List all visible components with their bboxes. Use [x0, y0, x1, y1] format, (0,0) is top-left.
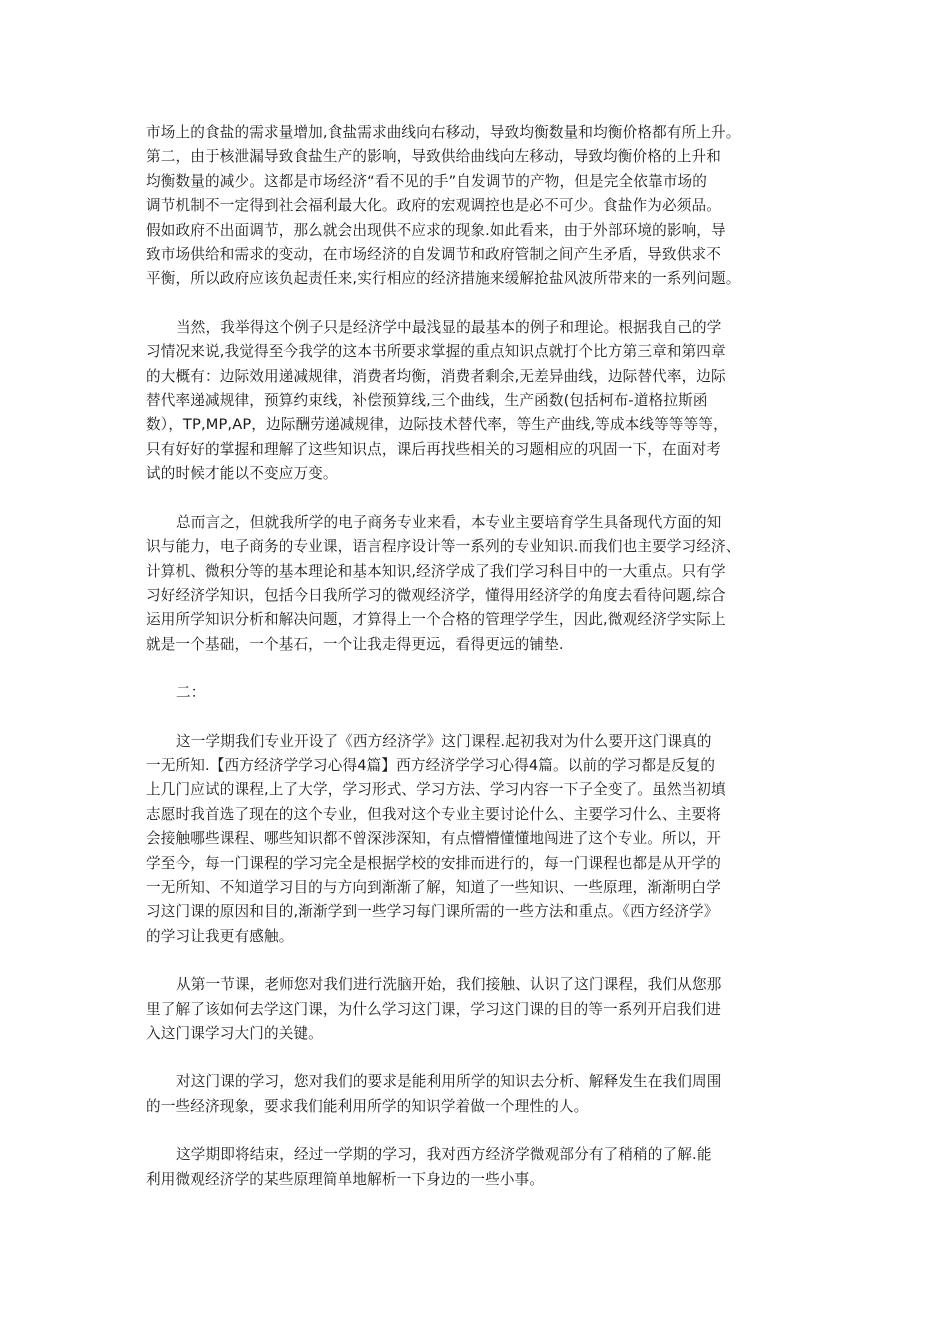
paragraph	[146, 681, 816, 705]
paragraph	[146, 121, 816, 292]
text-line: 里了解了该如何去学这门课，为什么学习这门课，学习这门课的目的等一系列开启我们进	[146, 1000, 722, 1018]
text-line: 习情况来说,我觉得至今我学的这本书所要求掌握的重点知识点就打个比方第三章和第四章	[146, 343, 726, 361]
text-line: 习好经济学知识，包括今日我所学习的微观经济学，懂得用经济学的角度去看待问题,综合	[146, 586, 726, 604]
paragraph	[146, 1143, 816, 1192]
paragraph	[146, 511, 816, 657]
text-line: 就是一个基础，一个基石，一个让我走得更远，看得更远的铺垫.	[146, 635, 564, 653]
paragraph	[146, 730, 816, 950]
text-line: 调节机制不一定得到社会福利最大化。政府的宏观调控也是必不可少。食盐作为必须品。	[146, 197, 722, 215]
text-line: 对这门课的学习，您对我们的要求是能利用所学的知识去分析、解释发生在我们周围	[176, 1073, 722, 1091]
paragraph	[146, 1070, 816, 1119]
text-line: 运用所学知识分析和解决问题，才算得上一个合格的管理学学生，因此,微观经济学实际上	[146, 611, 726, 629]
text-line: 的学习让我更有感触。	[146, 927, 294, 945]
text-line: 学至今，每一门课程的学习完全是根据学校的安排而进行的，每一门课程也都是从开学的	[146, 854, 722, 872]
text-line: 假如政府不出面调节，那么就会出现供不应求的现象.如此看来，由于外部环境的影响，导	[146, 221, 726, 239]
text-line: 从第一节课，老师您对我们进行洗脑开始，我们接触、认识了这门课程，我们从您那	[176, 976, 722, 994]
document-body	[146, 121, 816, 1192]
text-line: 替代率递减规律，预算约束线，补偿预算线,三个曲线，生产函数(包括柯布-道格拉斯函	[146, 392, 708, 410]
text-line: 均衡数量的减少。这都是市场经济“看不见的手”自发调节的产物，但是完全依靠市场的	[146, 172, 707, 190]
text-line: 试的时候才能以不变应万变。	[146, 465, 338, 483]
text-line: 这一学期我们专业开设了《西方经济学》这门课程.起初我对为什么要开这门课真的	[176, 732, 712, 750]
text-line: 识与能力，电子商务的专业课，语言程序设计等一系列的专业知识.而我们也主要学习经济、	[146, 538, 741, 556]
paragraph	[146, 316, 816, 487]
text-line: 的大概有：边际效用递减规律，消费者均衡，消费者剩余,无差异曲线，边际替代率，边际	[146, 367, 726, 385]
text-line: 计算机、微积分等的基本理论和基本知识,经济学成了我们学习科目中的一大重点。只有学	[146, 562, 726, 580]
text-line: 总而言之，但就我所学的电子商务专业来看，本专业主要培育学生具备现代方面的知	[176, 513, 722, 531]
text-line: 的一些经济现象，要求我们能利用所学的知识学着做一个理性的人。	[146, 1097, 589, 1115]
text-line: 这学期即将结束，经过一学期的学习，我对西方经济学微观部分有了稍稍的了解.能	[176, 1146, 712, 1164]
text-line: 二：	[176, 684, 206, 702]
text-line: 只有好好的掌握和理解了这些知识点，课后再找些相关的习题相应的巩固一下，在面对考	[146, 440, 722, 458]
text-line: 第二，由于核泄漏导致食盐生产的影响，导致供给曲线向左移动，导致均衡价格的上升和	[146, 148, 722, 166]
text-line: 市场上的食盐的需求量增加,食盐需求曲线向右移动，导致均衡数量和均衡价格都有所上升。	[146, 124, 741, 141]
text-line: 上几门应试的课程,上了大学，学习形式、学习方法、学习内容一下子全变了。虽然当初填	[146, 781, 726, 799]
text-line: 平衡，所以政府应该负起责任来,实行相应的经济措施来缓解抢盐风波所带来的一系列问题。	[146, 270, 741, 288]
text-line: 致市场供给和需求的变动，在市场经济的自发调节和政府管制之间产生矛盾，导致供求不	[146, 246, 722, 264]
paragraph	[146, 973, 816, 1046]
text-line: 一无所知、不知道学习目的与方向到渐渐了解，知道了一些知识、一些原理，渐渐明白学	[146, 878, 722, 896]
text-line: 当然，我举得这个例子只是经济学中最浅显的最基本的例子和理论。根据我自己的学	[176, 318, 722, 336]
text-line: 入这门课学习大门的关键。	[146, 1025, 323, 1042]
text-line: 利用微观经济学的某些原理简单地解析一下身边的一些小事。	[146, 1170, 545, 1188]
text-line: 志愿时我首选了现在的这个专业，但我对这个专业主要讨论什么、主要学习什么、主要将	[146, 805, 722, 823]
text-line: 习这门课的原因和目的,渐渐学到一些学习每门课所需的一些方法和重点。《西方经济学》	[146, 903, 719, 921]
text-line: 数），TP,MP,AP，边际酬劳递减规律，边际技术替代率，等生产曲线,等成本线等等等等，	[146, 416, 728, 434]
text-line: 会接触哪些课程、哪些知识都不曾深涉深知，有点懵懵懂懂地闯进了这个专业。所以，开	[146, 830, 722, 848]
text-line: 一无所知.【西方经济学学习心得4篇】西方经济学学习心得4篇。以前的学习都是反复的	[146, 756, 716, 774]
